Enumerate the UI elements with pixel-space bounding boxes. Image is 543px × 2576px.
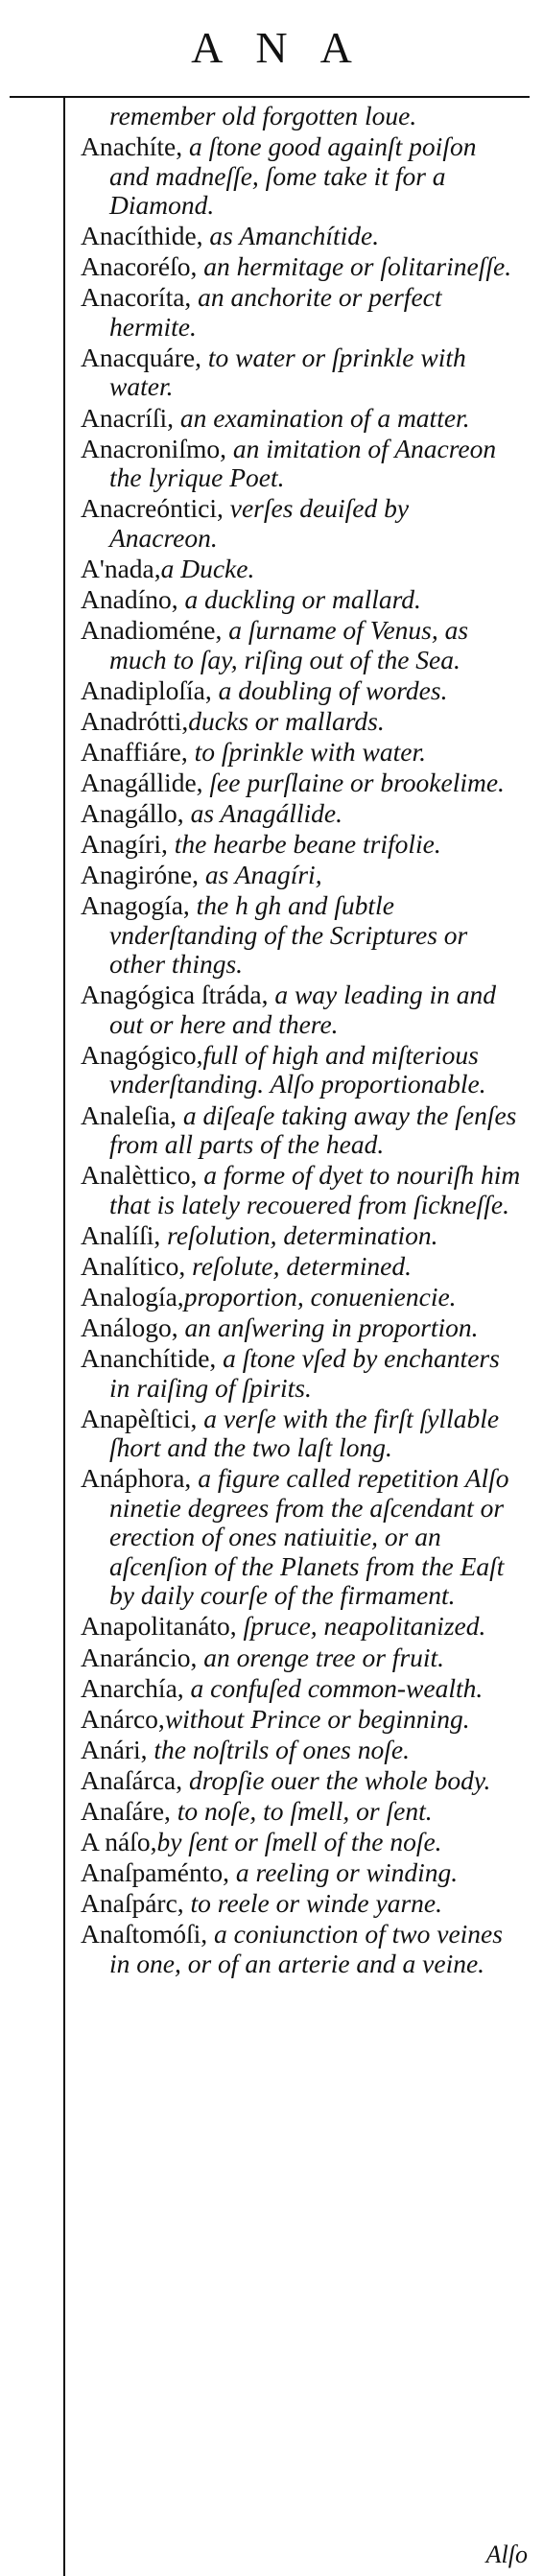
entry-headword: Análogo, (81, 1312, 178, 1343)
entry-headword: Anagógico, (81, 1039, 203, 1070)
dictionary-entry (81, 1221, 522, 1251)
entry-headword: Anacíthide, (81, 221, 203, 251)
header-rule-right (63, 96, 530, 98)
dictionary-entry (81, 1283, 522, 1312)
entry-headword: Anaſáre, (81, 1795, 171, 1826)
dictionary-entry (81, 1252, 522, 1282)
entry-headword: Anaſpárc, (81, 1888, 184, 1919)
entry-headword: Anacoréſo, (81, 251, 198, 282)
entry-definition: as Anagállide. (183, 798, 342, 828)
entry-headword: Analogía, (81, 1281, 184, 1312)
entry-headword: Anachíte, (81, 131, 183, 162)
entry-definition: the hearbe beane trifolie. (167, 829, 441, 860)
entry-definition: verſes deuiſed by Anacreon. (109, 493, 410, 553)
dictionary-entry (81, 1464, 522, 1611)
dictionary-entry (81, 616, 522, 674)
dictionary-entry (81, 768, 522, 798)
entry-headword: Anadíno, (81, 583, 178, 614)
entry-definition: ſpruce, neapolitanized. (236, 1611, 486, 1642)
entry-headword: Anagógica ſtráda, (81, 980, 269, 1010)
dictionary-entry (81, 738, 522, 768)
entry-definition: the noſtrils of ones noſe. (147, 1734, 410, 1764)
entry-definition: ducks or mallards. (188, 705, 385, 736)
entry-definition: a reeling or winding. (229, 1857, 459, 1888)
entry-headword: Analèttico, (81, 1160, 198, 1191)
entry-headword: Anapèſtici, (81, 1403, 198, 1433)
dictionary-entry (81, 1344, 522, 1403)
entry-definition: without Prince or beginning. (164, 1703, 470, 1734)
entry-definition: as Anagíri, (198, 860, 322, 890)
entry-definition: to reele or winde yarne. (183, 1888, 442, 1919)
page-header (0, 10, 543, 92)
dictionary-entry (81, 1405, 522, 1463)
dictionary-entry (81, 102, 522, 131)
entry-definition: a figure called repetition Alſo ninetie degrees from the aſcendant or erection of ones natiuitie, or an aſcenſion of the Planets from the Eaſt by daily courſe of the firmament. (109, 1463, 509, 1611)
entry-definition: by ſent or ſmell of the noſe. (156, 1827, 442, 1857)
entry-headword: Anaffiáre, (81, 736, 188, 767)
dictionary-entry (81, 132, 522, 221)
entry-definition: an hermitage or ſolitarineſſe. (197, 251, 512, 282)
entry-definition: a confuſed common-wealth. (183, 1672, 484, 1703)
dictionary-entry (81, 1161, 522, 1219)
entry-definition: the h gh and ſubtle vnderſtanding of the Scriptures or other things. (109, 890, 468, 980)
dictionary-entry (81, 1101, 522, 1160)
dictionary-entry (81, 1828, 522, 1857)
dictionary-entry (81, 861, 522, 890)
entry-definition: an examination of a matter. (173, 402, 470, 433)
dictionary-entry (81, 1858, 522, 1888)
dictionary-entry (81, 343, 522, 402)
dictionary-entry (81, 1797, 522, 1827)
entry-definition: an anchorite or perfect hermite. (109, 282, 442, 342)
entry-definition: an orenge tree or fruit. (197, 1642, 445, 1672)
entry-definition: remember old forgotten loue. (109, 101, 417, 130)
entry-headword: Anáphora, (81, 1463, 192, 1494)
dictionary-entry (81, 1612, 522, 1642)
entry-headword: Anacroniſmo, (81, 433, 226, 463)
entry-definition: to ſprinkle with water. (187, 736, 426, 767)
dictionary-entry (81, 404, 522, 434)
entry-headword: Analítico, (81, 1250, 186, 1281)
entry-headword: Anadiploſía, (81, 674, 212, 705)
dictionary-entry (81, 222, 522, 251)
dictionary-entry (81, 799, 522, 829)
dictionary-entry (81, 1766, 522, 1796)
entry-headword: Anacríſi, (81, 402, 174, 433)
entry-headword: Anacquáre, (81, 342, 201, 372)
entry-definition: full of high and miſterious vnderſtanding. Alſo proportionable. (109, 1039, 486, 1099)
entry-headword: Anagíri, (81, 829, 168, 860)
entry-headword: Anagállo, (81, 798, 184, 828)
dictionary-entry (81, 981, 522, 1039)
entry-definition: to water or ſprinkle with water. (109, 342, 466, 402)
entry-headword: Anaſtomóſi, (81, 1919, 208, 1950)
entry-definition: ſee purſlaine or brookelime. (202, 767, 505, 797)
entry-headword: A náſo, (81, 1827, 157, 1857)
entry-definition: reſolution, determination. (160, 1219, 438, 1250)
dictionary-entry (81, 676, 522, 706)
dictionary-entry (81, 1705, 522, 1735)
dictionary-entry (81, 555, 522, 584)
header-rule-left (10, 96, 63, 98)
entry-list (81, 102, 522, 1980)
running-head: ANA (191, 23, 385, 72)
entry-headword: Ananchítide, (81, 1343, 217, 1374)
entry-definition: a diſeaſe taking away the ſenſes from all parts of the head. (109, 1099, 517, 1160)
entry-definition: a duckling or mallard. (177, 583, 421, 614)
column-rule (63, 96, 65, 2576)
entry-definition: a Ducke. (160, 553, 255, 583)
entry-headword: Anagállide, (81, 767, 203, 797)
entry-headword: Anarchía, (81, 1672, 184, 1703)
dictionary-entry (81, 1674, 522, 1704)
entry-definition: a ſtone good againſt poiſon and madneſſe, ſome take it for a Diamond. (109, 131, 477, 221)
entry-headword: Analeſia, (81, 1099, 177, 1130)
entry-definition: a forme of dyet to nouriſh him that is lately recouered from ſickneſſe. (109, 1160, 521, 1219)
dictionary-entry (81, 1920, 522, 1978)
dictionary-entry (81, 1643, 522, 1673)
catchword: Alſo (485, 2541, 528, 2568)
dictionary-entry (81, 891, 522, 980)
entry-headword: Anacoríta, (81, 282, 192, 313)
entry-definition: a way leading in and out or here and there. (109, 980, 497, 1039)
entry-definition: dropſie ouer the whole body. (182, 1764, 491, 1795)
entry-headword: A'nada, (81, 553, 161, 583)
entry-definition: a ſtone vſed by enchanters in raiſing of ſpirits. (109, 1343, 500, 1403)
dictionary-entry (81, 1313, 522, 1343)
entry-definition: as Amanchítide. (202, 221, 380, 251)
entry-headword: Anadioméne, (81, 615, 223, 646)
dictionary-entry (81, 707, 522, 737)
dictionary-entry (81, 494, 522, 553)
entry-definition: an anſwering in proportion. (177, 1312, 479, 1343)
entry-definition: proportion, conueniencie. (183, 1281, 457, 1312)
entry-headword: Anaráncio, (81, 1642, 198, 1672)
dictionary-entry (81, 1041, 522, 1099)
entry-headword: Anaſpaménto, (81, 1857, 230, 1888)
dictionary-entry (81, 1889, 522, 1919)
entry-definition: to noſe, to ſmell, or ſent. (170, 1795, 433, 1826)
dictionary-entry (81, 283, 522, 342)
entry-headword: Anacreóntici, (81, 493, 224, 524)
entry-definition: reſolute, determined. (185, 1250, 412, 1281)
entry-headword: Anadrótti, (81, 705, 189, 736)
entry-headword: Anagiróne, (81, 860, 199, 890)
dictionary-entry (81, 252, 522, 282)
entry-headword: Anagogía, (81, 890, 190, 921)
entry-definition: a coniunction of two veines in one, or of an arterie and a veine. (109, 1919, 503, 1978)
entry-headword: Anári, (81, 1734, 148, 1764)
entry-headword: Anárco, (81, 1703, 165, 1734)
entry-definition: a verſe with the firſt ſyllable ſhort and the two laſt long. (109, 1403, 500, 1463)
entry-definition: an imitation of Anacreon the lyrique Poet. (109, 433, 497, 493)
dictionary-entry (81, 830, 522, 860)
entry-headword: Analíſi, (81, 1219, 161, 1250)
dictionary-entry (81, 435, 522, 493)
entry-headword: Anaſárca, (81, 1764, 183, 1795)
entry-headword: Anapolitanáto, (81, 1611, 237, 1642)
dictionary-entry (81, 585, 522, 615)
entry-definition: a doubling of wordes. (211, 674, 448, 705)
dictionary-entry (81, 1736, 522, 1765)
entry-definition: a ſurname of Venus, as much to ſay, riſing out of the Sea. (109, 615, 469, 674)
